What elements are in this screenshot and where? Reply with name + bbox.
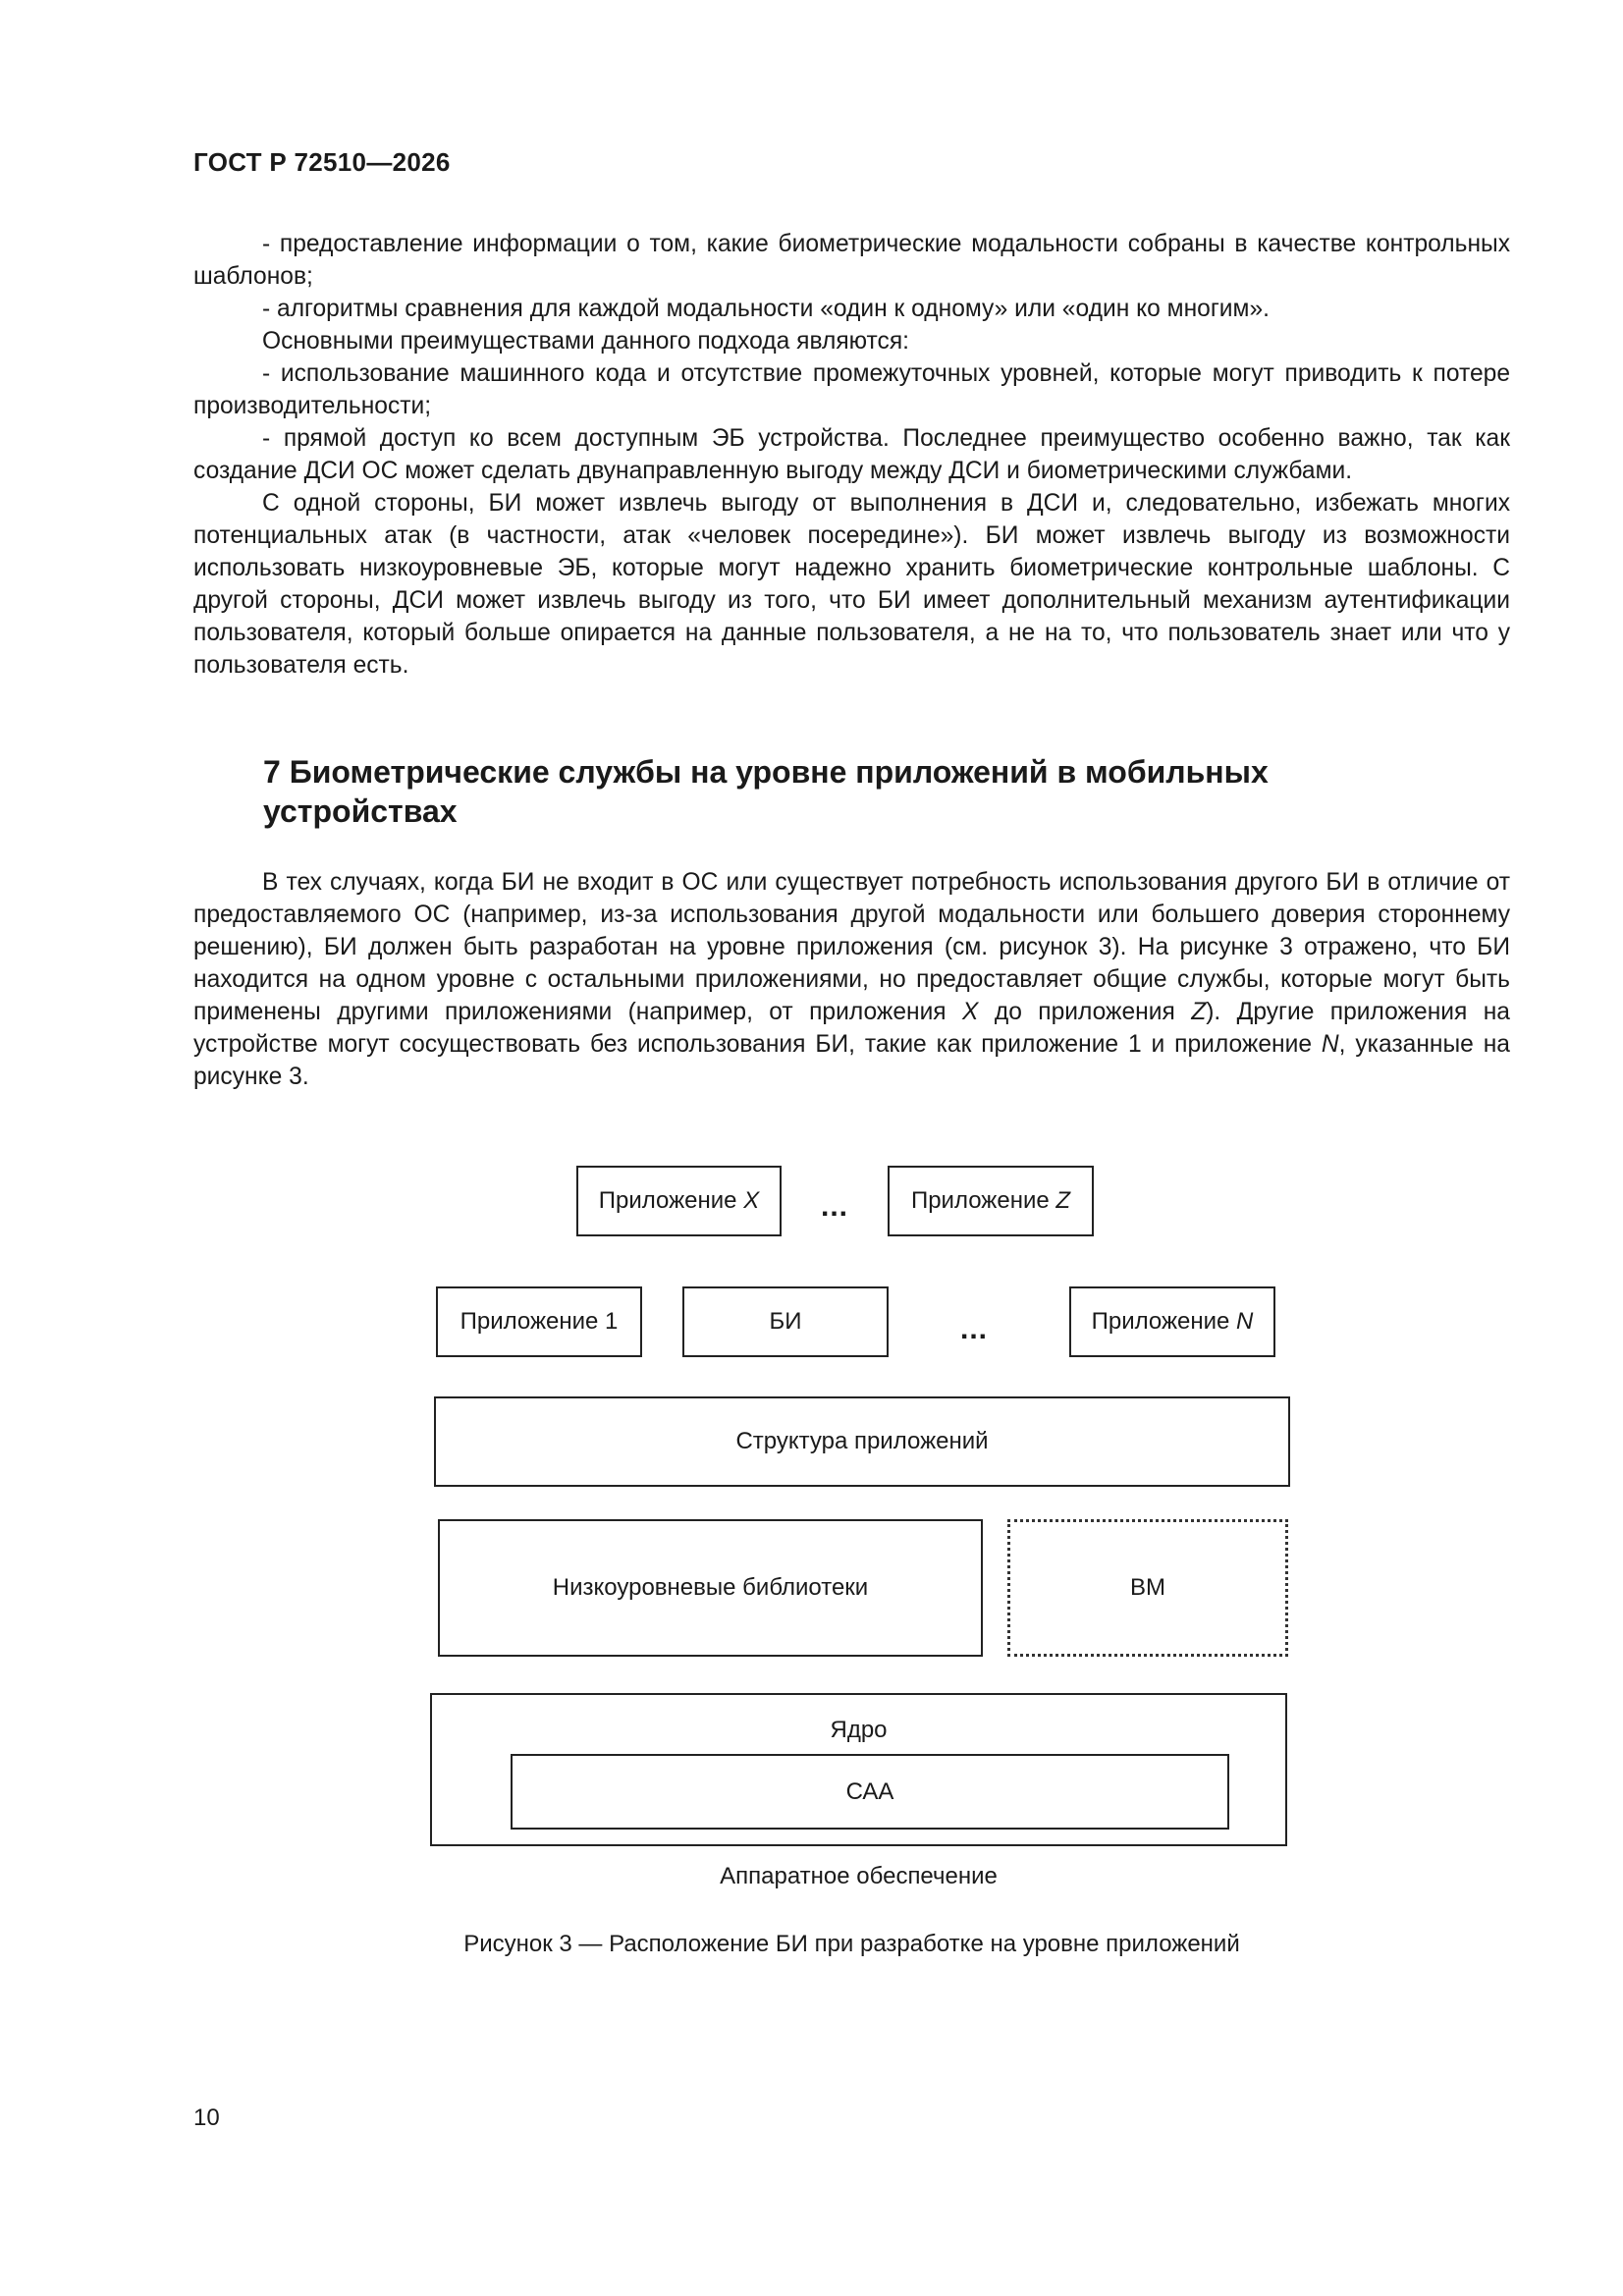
label-variable: N — [1236, 1308, 1254, 1335]
page-number: 10 — [193, 2105, 220, 2131]
framework-box — [434, 1396, 1290, 1487]
ellipsis-middle: ... — [960, 1313, 989, 1345]
paragraph: Основными преимуществами данного подхода являются: — [262, 328, 909, 355]
app-n-box — [1069, 1286, 1275, 1357]
hardware-label: Аппаратное обеспечение — [720, 1863, 998, 1889]
label-text: Приложение — [598, 1187, 744, 1214]
app-1-box — [436, 1286, 642, 1357]
bi-box — [682, 1286, 889, 1357]
saa-label: САА — [845, 1777, 894, 1805]
vm-box — [1007, 1519, 1288, 1657]
text-run: В тех случаях, когда БИ не входит в ОС или существует потребность использования другого БИ в отличие от предоставляемого ОС (например, из-за использования другой модальности или большего доверия стороннему решению), БИ должен быть разработан на уровне приложения (см. рисунок 3). На рисунке 3 отражено, что БИ находится на одном уровне с остальными приложениями, но предоставляет общие службы, которые могут быть применены другими приложениями (например, от приложения — [193, 869, 1510, 1025]
body-text-section — [193, 866, 1510, 1093]
text-run: , указанные на рисунке 3. — [193, 1031, 1510, 1090]
variable-x: X — [962, 999, 979, 1025]
paragraph: С одной стороны, БИ может извлечь выгоду от выполнения в ДСИ и, следовательно, избежать многих потенциальных атак (в частности, атак «человек посередине»). БИ может извлечь выгоду из возможности использовать низкоуровневые ЭБ, которые могут надежно хранить биометрические контрольные шаблоны. С другой стороны, ДСИ может извлечь выгоду из того, что БИ имеет дополнительный механизм аутентификации пользователя, который больше опирается на данные пользователя, а не на то, что пользователь знает или что у пользователя есть. — [193, 490, 1510, 679]
section-paragraph — [193, 866, 1510, 1093]
variable-z: Z — [1191, 999, 1207, 1025]
app-1-label: Приложение 1 — [460, 1308, 619, 1335]
text-run: до приложения — [978, 999, 1192, 1025]
app-x-box — [576, 1166, 782, 1236]
label-text: Приложение — [910, 1187, 1056, 1214]
libraries-box — [438, 1519, 983, 1657]
kernel-box — [430, 1693, 1287, 1846]
app-n-label — [1092, 1308, 1254, 1336]
app-z-label — [911, 1187, 1070, 1215]
section-title: 7 Биометрические службы на уровне приложений в мобильных устройствах — [263, 754, 1269, 829]
variable-n: N — [1321, 1031, 1339, 1058]
text-run: ). Другие приложения на устройстве могут сосуществовать без использования БИ, такие как приложение 1 и приложение — [193, 999, 1510, 1058]
figure-caption: Рисунок 3 — Расположение БИ при разработке на уровне приложений — [463, 1931, 1240, 1957]
paragraph: - использование машинного кода и отсутствие промежуточных уровней, которые могут приводить к потере производительности; — [193, 360, 1510, 419]
framework-label: Структура приложений — [735, 1428, 989, 1454]
paragraph: - алгоритмы сравнения для каждой модальности «один к одному» или «один ко многим». — [262, 296, 1270, 322]
body-text-top — [193, 228, 1510, 682]
label-variable: Z — [1055, 1187, 1071, 1214]
bi-label: БИ — [769, 1308, 802, 1335]
app-z-box — [888, 1166, 1094, 1236]
document-header: ГОСТ Р 72510—2026 — [193, 147, 451, 177]
vm-label: ВМ — [1130, 1574, 1165, 1601]
label-variable: X — [743, 1187, 760, 1214]
saa-box — [511, 1754, 1229, 1830]
paragraph: - прямой доступ ко всем доступным ЭБ устройства. Последнее преимущество особенно важно, так как создание ДСИ ОС может сделать двунаправленную выгоду между ДСИ и биометрическими службами. — [193, 425, 1510, 484]
libraries-label: Низкоуровневые библиотеки — [552, 1574, 869, 1601]
app-x-label — [599, 1187, 759, 1215]
paragraph: - предоставление информации о том, какие биометрические модальности собраны в качестве контрольных шаблонов; — [193, 231, 1510, 290]
kernel-label: Ядро — [830, 1717, 888, 1743]
ellipsis-top: ... — [821, 1190, 849, 1223]
label-text: Приложение — [1091, 1308, 1237, 1335]
